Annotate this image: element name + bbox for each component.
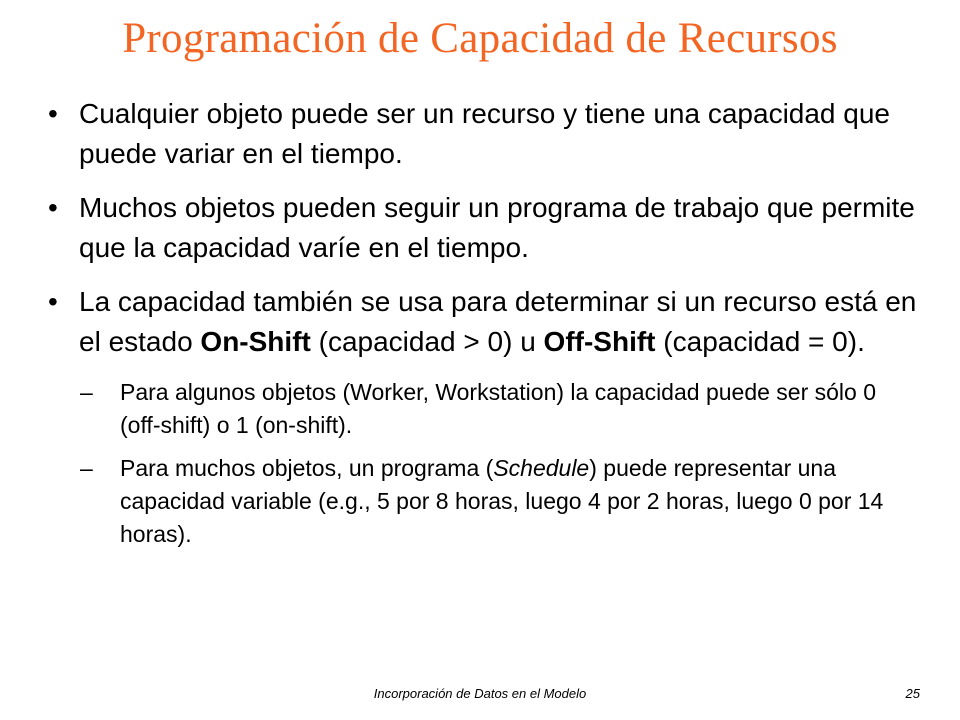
bullet-text-part: La capacidad también se usa para determinar si un recurso está en el estado: [79, 286, 917, 357]
bullet-item: [42, 282, 922, 362]
page-number: 25: [905, 686, 920, 701]
bullet-text-part: (capacidad > 0) u: [310, 326, 544, 357]
bullet-text: Muchos objetos pueden seguir un programa de trabajo que permite que la capacidad varíe en el tiempo.: [79, 192, 915, 263]
bullet-marker: •: [48, 192, 58, 223]
bullet-item: [42, 94, 922, 174]
bullet-marker: •: [48, 286, 58, 317]
bullet-text-part: (capacidad = 0).: [655, 326, 865, 357]
sub-bullet-marker: –: [80, 455, 93, 481]
sub-bullet-text: Para algunos objetos (Worker, Workstation) la capacidad puede ser sólo 0 (off-shift) o 1 (on-shift).: [120, 379, 877, 438]
footer-title: Incorporación de Datos en el Modelo: [373, 686, 587, 701]
slide-title: Programación de Capacidad de Recursos: [122, 15, 838, 62]
bullet-item: [42, 188, 922, 268]
sub-bullet-item: [42, 376, 922, 442]
sub-bullet-text-part: ) puede representar una capacidad variable (e.g., 5 por 8 horas, luego 4 por 2 horas, luego 0 por 14 horas).: [120, 455, 884, 547]
sub-bullet-text-part: Para muchos objetos, un programa (: [120, 455, 494, 481]
sub-bullet-marker: –: [80, 379, 93, 405]
sub-bullet-item: [42, 452, 922, 551]
schedule-term: Schedule: [493, 455, 590, 481]
slide-body: [42, 94, 922, 561]
off-shift-term: Off-Shift: [543, 326, 656, 357]
bullet-text: Cualquier objeto puede ser un recurso y tiene una capacidad que puede variar en el tiempo.: [79, 98, 891, 169]
on-shift-term: On-Shift: [200, 326, 311, 357]
bullet-marker: •: [48, 98, 58, 129]
